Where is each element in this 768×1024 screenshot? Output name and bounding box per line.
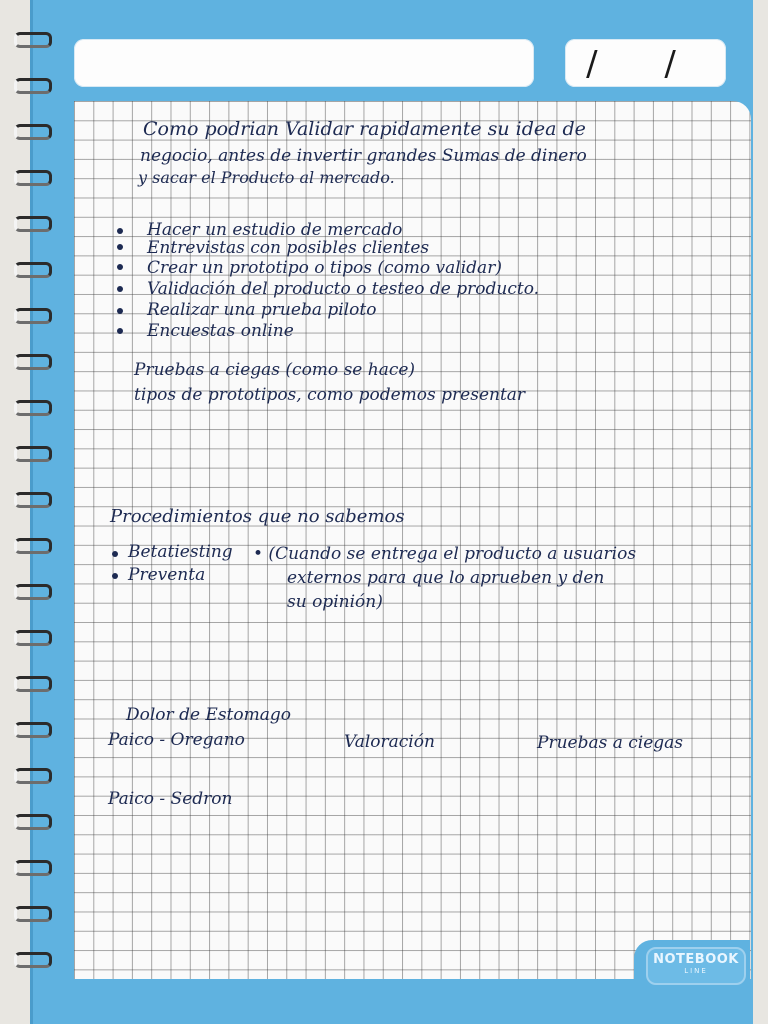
spiral-ring	[14, 860, 52, 876]
question-line: negocio, antes de invertir grandes Sumas de dinero	[140, 146, 587, 166]
spiral-ring	[14, 216, 52, 232]
spiral-ring	[14, 676, 52, 692]
spiral-ring	[14, 492, 52, 508]
title-field	[74, 39, 534, 87]
spiral-ring	[14, 308, 52, 324]
date-marks: / /	[586, 44, 704, 84]
bullet-dot	[112, 573, 118, 579]
spiral-ring	[14, 446, 52, 462]
procedure-note: • (Cuando se entrega el producto a usuarios	[253, 544, 637, 564]
bottom-heading: Dolor de Estomago	[126, 705, 291, 725]
spiral-ring	[14, 262, 52, 278]
section-title: Procedimientos que no sabemos	[110, 506, 405, 527]
spiral-ring	[14, 630, 52, 646]
bullet-dot	[117, 308, 123, 314]
spiral-binding	[14, 30, 48, 1010]
bottom-row-left: Paico - Sedron	[108, 789, 233, 809]
spiral-ring	[14, 906, 52, 922]
bullet-dot	[117, 228, 123, 234]
bullet-dot	[117, 328, 123, 334]
bullet-dot	[117, 264, 123, 270]
bottom-row-mid: Valoración	[344, 732, 435, 752]
bullet-dot	[117, 244, 123, 250]
spiral-ring	[14, 78, 52, 94]
spiral-ring	[14, 538, 52, 554]
list-item: Validación del producto o testeo de producto.	[147, 279, 540, 299]
brand-logo	[646, 947, 746, 985]
bullet-dot	[117, 286, 123, 292]
brand-subtitle: LINE	[684, 967, 708, 975]
procedure-item: Betatiesting	[128, 542, 233, 562]
note-line: Pruebas a ciegas (como se hace)	[134, 360, 416, 380]
spiral-ring	[14, 768, 52, 784]
question-line: Como podrian Validar rapidamente su idea de	[143, 118, 586, 140]
procedure-item: Preventa	[128, 565, 206, 585]
list-item: Crear un prototipo o tipos (como validar)	[147, 258, 502, 278]
spiral-ring	[14, 354, 52, 370]
bottom-row-left: Paico - Oregano	[108, 730, 245, 750]
note-line: tipos de prototipos, como podemos presentar	[134, 385, 526, 405]
spiral-ring	[14, 32, 52, 48]
list-item: Hacer un estudio de mercado	[147, 220, 403, 240]
list-item: Entrevistas con posibles clientes	[147, 238, 430, 258]
spiral-ring	[14, 722, 52, 738]
spiral-ring	[14, 400, 52, 416]
spiral-ring	[14, 170, 52, 186]
procedure-note: externos para que lo aprueben y den	[287, 568, 605, 588]
list-item: Realizar una prueba piloto	[147, 300, 377, 320]
spiral-ring	[14, 952, 52, 968]
bullet-dot	[112, 551, 118, 557]
spiral-ring	[14, 584, 52, 600]
list-item: Encuestas online	[147, 321, 294, 341]
spiral-ring	[14, 814, 52, 830]
procedure-note: su opinión)	[287, 592, 383, 612]
question-line: y sacar el Producto al mercado.	[138, 168, 395, 187]
brand-name: NOTEBOOK	[653, 952, 739, 967]
bottom-row-right: Pruebas a ciegas	[537, 733, 684, 753]
spiral-ring	[14, 124, 52, 140]
